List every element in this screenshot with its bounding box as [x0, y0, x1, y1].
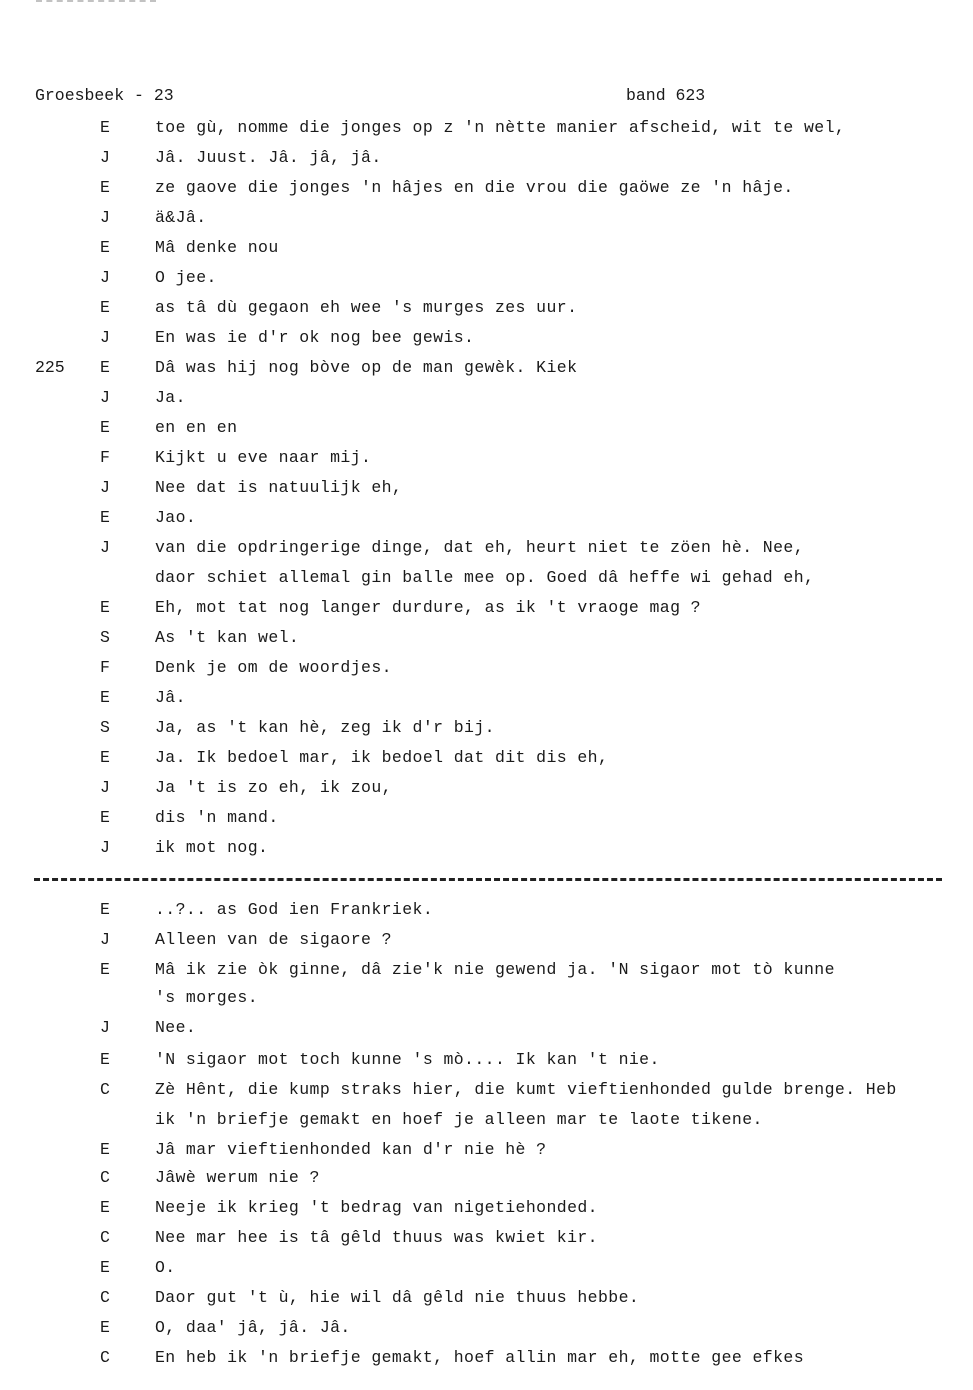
utterance-text: Daor gut 't ù, hie wil dâ gêld nie thuus hebbe.	[155, 1288, 640, 1307]
utterance-text: ik mot nog.	[155, 838, 269, 857]
speaker-label: C	[100, 1288, 110, 1307]
utterance-text: ze gaove die jonges 'n hâjes en die vrou die gaöwe ze 'n hâje.	[155, 178, 794, 197]
utterance-text: Dâ was hij nog bòve op de man gewèk. Kiek	[155, 358, 578, 377]
utterance-text: Mâ ik zie òk ginne, dâ zie'k nie gewend ja. 'N sigaor mot tò kunne	[155, 960, 835, 979]
transcript-line	[0, 1050, 973, 1074]
utterance-text: 's morges.	[155, 988, 259, 1007]
transcript-line	[0, 688, 973, 712]
speaker-label: C	[100, 1228, 110, 1247]
utterance-text: dis 'n mand.	[155, 808, 279, 827]
utterance-text: daor schiet allemal gin balle mee op. Goed dâ heffe wi gehad eh,	[155, 568, 815, 587]
transcript-line	[0, 1018, 973, 1042]
transcript-line	[0, 448, 973, 472]
speaker-label: E	[100, 118, 110, 137]
transcript-line	[0, 358, 973, 382]
utterance-text: 'N sigaor mot toch kunne 's mò.... Ik kan 't nie.	[155, 1050, 660, 1069]
transcript-line	[0, 778, 973, 802]
transcript-line	[0, 538, 973, 562]
utterance-text: Alleen van de sigaore ?	[155, 930, 392, 949]
utterance-text: Kijkt u eve naar mij.	[155, 448, 372, 467]
speaker-label: E	[100, 1198, 110, 1217]
speaker-label: J	[100, 1018, 110, 1037]
transcript-line	[0, 1288, 973, 1312]
transcript-line	[0, 568, 973, 592]
utterance-text: Ja, as 't kan hè, zeg ik d'r bij.	[155, 718, 495, 737]
utterance-text: O.	[155, 1258, 176, 1277]
utterance-text: Denk je om de woordjes.	[155, 658, 392, 677]
transcript-line	[0, 298, 973, 322]
transcript-line	[0, 930, 973, 954]
top-scan-mark	[36, 0, 156, 4]
speaker-label: E	[100, 178, 110, 197]
speaker-label: E	[100, 960, 110, 979]
speaker-label: S	[100, 628, 110, 647]
speaker-label: E	[100, 748, 110, 767]
speaker-label: J	[100, 778, 110, 797]
transcript-line	[0, 1318, 973, 1342]
speaker-label: J	[100, 148, 110, 167]
header-location: Groesbeek - 23	[35, 86, 174, 105]
transcript-line	[0, 418, 973, 442]
speaker-label: E	[100, 598, 110, 617]
utterance-text: Mâ denke nou	[155, 238, 279, 257]
transcript-line	[0, 1198, 973, 1222]
utterance-text: ik 'n briefje gemakt en hoef je alleen mar te laote tikene.	[155, 1110, 763, 1129]
utterance-text: ..?.. as God ien Frankriek.	[155, 900, 434, 919]
transcript-line	[0, 1140, 973, 1164]
speaker-label: E	[100, 808, 110, 827]
section-divider	[34, 878, 942, 881]
utterance-text: ä&Jâ.	[155, 208, 207, 227]
utterance-text: Zè Hênt, die kump straks hier, die kumt vieftienhonded gulde brenge. Heb	[155, 1080, 897, 1099]
utterance-text: En was ie d'r ok nog bee gewis.	[155, 328, 475, 347]
utterance-text: Ja.	[155, 388, 186, 407]
header-band: band 623	[626, 86, 706, 105]
transcript-line	[0, 1348, 973, 1372]
transcript-line	[0, 748, 973, 772]
transcript-line	[0, 388, 973, 412]
transcript-line	[0, 628, 973, 652]
utterance-text: Ja 't is zo eh, ik zou,	[155, 778, 392, 797]
transcript-line	[0, 1110, 973, 1134]
utterance-text: Nee mar hee is tâ gêld thuus was kwiet kir.	[155, 1228, 598, 1247]
transcript-line	[0, 268, 973, 292]
speaker-label: J	[100, 538, 110, 557]
speaker-label: F	[100, 448, 110, 467]
utterance-text: van die opdringerige dinge, dat eh, heurt niet te zöen hè. Nee,	[155, 538, 805, 557]
transcript-line	[0, 118, 973, 142]
transcript-line	[0, 598, 973, 622]
speaker-label: F	[100, 658, 110, 677]
transcript-line	[0, 658, 973, 682]
speaker-label: J	[100, 208, 110, 227]
utterance-text: Jâwè werum nie ?	[155, 1168, 320, 1187]
utterance-text: O, daa' jâ, jâ. Jâ.	[155, 1318, 351, 1337]
utterance-text: Jao.	[155, 508, 197, 527]
speaker-label: E	[100, 238, 110, 257]
speaker-label: E	[100, 418, 110, 437]
transcript-line	[0, 808, 973, 832]
speaker-label: J	[100, 388, 110, 407]
utterance-text: en en en	[155, 418, 238, 437]
speaker-label: J	[100, 838, 110, 857]
transcript-line	[0, 1168, 973, 1192]
utterance-text: O jee.	[155, 268, 217, 287]
utterance-text: Nee dat is natuulijk eh,	[155, 478, 403, 497]
transcript-line	[0, 900, 973, 924]
speaker-label: E	[100, 1318, 110, 1337]
utterance-text: Jâ mar vieftienhonded kan d'r nie hè ?	[155, 1140, 547, 1159]
transcript-line	[0, 718, 973, 742]
speaker-label: S	[100, 718, 110, 737]
utterance-text: Ja. Ik bedoel mar, ik bedoel dat dit dis eh,	[155, 748, 609, 767]
utterance-text: Eh, mot tat nog langer durdure, as ik 't vraoge mag ?	[155, 598, 701, 617]
speaker-label: J	[100, 478, 110, 497]
transcript-line	[0, 328, 973, 352]
speaker-label: E	[100, 508, 110, 527]
speaker-label: E	[100, 1050, 110, 1069]
speaker-label: E	[100, 358, 110, 377]
transcript-line	[0, 1228, 973, 1252]
transcript-line	[0, 208, 973, 232]
line-number: 225	[35, 358, 65, 377]
speaker-label: C	[100, 1348, 110, 1367]
transcript-line	[0, 1080, 973, 1104]
utterance-text: Neeje ik krieg 't bedrag van nigetiehonded.	[155, 1198, 598, 1217]
speaker-label: E	[100, 1140, 110, 1159]
speaker-label: E	[100, 900, 110, 919]
transcript-line	[0, 838, 973, 862]
speaker-label: J	[100, 268, 110, 287]
transcript-line	[0, 508, 973, 532]
utterance-text: Nee.	[155, 1018, 197, 1037]
transcript-line	[0, 478, 973, 502]
speaker-label: J	[100, 930, 110, 949]
utterance-text: Jâ.	[155, 688, 186, 707]
utterance-text: En heb ik 'n briefje gemakt, hoef allin mar eh, motte gee efkes	[155, 1348, 805, 1367]
transcript-line	[0, 1258, 973, 1282]
utterance-text: Jâ. Juust. Jâ. jâ, jâ.	[155, 148, 382, 167]
speaker-label: E	[100, 298, 110, 317]
transcript-line	[0, 178, 973, 202]
speaker-label: E	[100, 688, 110, 707]
utterance-text: toe gù, nomme die jonges op z 'n nètte manier afscheid, wit te wel,	[155, 118, 846, 137]
utterance-text: As 't kan wel.	[155, 628, 300, 647]
utterance-text: as tâ dù gegaon eh wee 's murges zes uur.	[155, 298, 578, 317]
speaker-label: E	[100, 1258, 110, 1277]
transcript-line	[0, 238, 973, 262]
speaker-label: J	[100, 328, 110, 347]
transcript-line	[0, 148, 973, 172]
transcript-line	[0, 960, 973, 984]
speaker-label: C	[100, 1168, 110, 1187]
transcript-line	[0, 988, 973, 1012]
speaker-label: C	[100, 1080, 110, 1099]
